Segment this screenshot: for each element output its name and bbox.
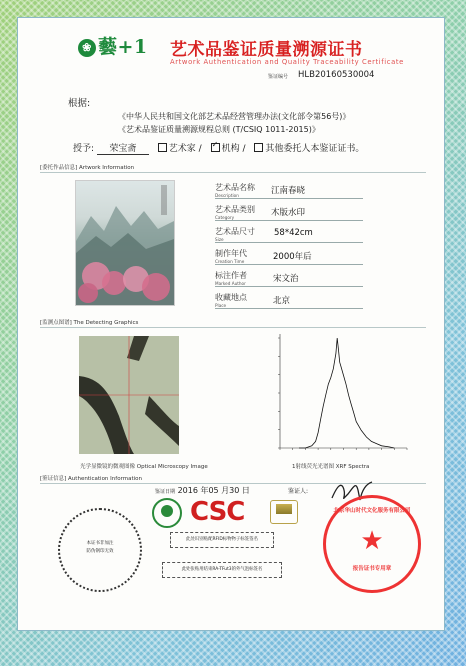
rfid-label-box: 此处识别贴配RFID标物物子标签签名 bbox=[170, 532, 274, 548]
section-divider bbox=[40, 327, 426, 328]
microscopy-caption bbox=[80, 462, 208, 470]
seal-note-line-1: 本证书非加注 bbox=[86, 541, 114, 546]
artwork-section-title bbox=[40, 163, 134, 171]
artwork-section-title-cn: [委托作品信息] bbox=[40, 165, 78, 171]
xrf-spectrum-chart bbox=[265, 330, 410, 460]
cert-number: HLB20160530004 bbox=[298, 70, 375, 80]
field-underline bbox=[215, 242, 363, 243]
field-size bbox=[215, 226, 255, 242]
field-size-value: 58*42cm bbox=[274, 228, 313, 238]
section-divider bbox=[40, 172, 426, 173]
field-author-label: 标注作者 bbox=[215, 271, 247, 280]
crown-emblem-icon bbox=[270, 500, 298, 524]
spectrum-caption bbox=[292, 462, 369, 470]
basis-label: 根据: bbox=[68, 98, 91, 109]
field-creation-time-value: 2000年后 bbox=[273, 252, 312, 262]
auth-section-title bbox=[40, 474, 142, 482]
gov-emblem-icon bbox=[152, 498, 182, 528]
spectrum-caption-cn: 1射线荧光光谱图 bbox=[292, 464, 334, 470]
grantee-name: 荣宝斋 bbox=[97, 141, 149, 155]
brand-logo bbox=[78, 32, 148, 59]
checkbox-institution[interactable] bbox=[211, 143, 220, 152]
xrf-spectrum-svg bbox=[265, 330, 410, 460]
auth-section-title-cn: [鉴证信息] bbox=[40, 476, 67, 482]
detect-section-title bbox=[40, 318, 138, 326]
axis-ticks bbox=[278, 338, 407, 450]
field-description bbox=[215, 182, 255, 198]
artwork-section-title-en: Artwork Information bbox=[79, 165, 135, 171]
field-creation-time bbox=[215, 248, 247, 264]
brand-text: 藝+1 bbox=[98, 36, 148, 58]
field-underline bbox=[215, 264, 363, 265]
spectrum-series-line bbox=[299, 338, 394, 448]
seal-bottom-text: 报告证书专用章 bbox=[352, 566, 392, 572]
field-place-sub: Place bbox=[215, 303, 227, 308]
field-description-label: 艺术品名称 bbox=[215, 183, 255, 192]
detect-section-title-cn: [监测点图谱] bbox=[40, 320, 72, 326]
checkbox-other[interactable] bbox=[254, 143, 263, 152]
cert-number-label: 鉴证编号 bbox=[268, 74, 289, 80]
field-category bbox=[215, 204, 255, 220]
embossed-seal-area bbox=[58, 508, 142, 592]
auth-date-label: 鉴证日期 bbox=[155, 489, 176, 495]
field-place-label: 收藏地点 bbox=[215, 293, 247, 302]
field-category-value: 木版水印 bbox=[271, 208, 306, 218]
field-description-value: 江南春晓 bbox=[271, 186, 306, 196]
field-author-value: 宋文治 bbox=[273, 274, 299, 284]
seal-arc-text: 北京华山时代文化服务有限公司 bbox=[333, 508, 411, 514]
appraiser-label: 鉴证人: bbox=[288, 488, 309, 495]
field-creation-time-label: 制作年代 bbox=[215, 249, 247, 258]
field-description-sub: Description bbox=[215, 193, 239, 198]
spectrum-caption-en: XRF Spectra bbox=[335, 464, 370, 470]
field-author-sub: Marked Author bbox=[215, 281, 246, 286]
certificate-subtitle: Artwork Authentication and Quality Traceability Certificate bbox=[170, 58, 404, 66]
option-other-label: 其他委托人本鉴证证书。 bbox=[265, 144, 365, 154]
basis-law-2: 《艺术品鉴证质量溯源规程总则 (T/CSIQ 1011-2015)》 bbox=[118, 125, 320, 134]
detect-section-title-en: The Detecting Graphics bbox=[73, 320, 139, 326]
auth-date-value: 2016 年05 月30 日 bbox=[177, 486, 250, 495]
auth-section-title-en: Authentication Information bbox=[68, 476, 143, 482]
grant-line bbox=[73, 141, 364, 155]
field-underline bbox=[215, 286, 363, 287]
official-red-seal bbox=[323, 495, 421, 593]
bubble-label-box: 此处张贴用结束RA-TFut3的外气泡标签名 bbox=[162, 562, 282, 578]
grant-label: 授予: bbox=[73, 144, 95, 154]
certificate-title: 艺术品鉴证质量溯源证书 bbox=[170, 40, 363, 60]
microscopy-caption-cn: 光学显微镜的微观图像 bbox=[80, 464, 136, 470]
field-underline bbox=[215, 308, 363, 309]
field-category-sub: Category bbox=[215, 215, 235, 220]
option-artist-label: 艺术家 / bbox=[168, 144, 202, 154]
basis-law-1: 《中华人民共和国文化部艺术品经营管理办法(文化部令第56号)》 bbox=[118, 112, 351, 121]
auth-date bbox=[155, 485, 250, 496]
landscape-painting-icon bbox=[76, 181, 174, 305]
field-underline bbox=[215, 198, 363, 199]
microscopy-caption-en: Optical Microscopy Image bbox=[136, 464, 208, 470]
field-size-sub: Size bbox=[215, 237, 224, 242]
artwork-image bbox=[75, 180, 175, 306]
checkbox-artist[interactable] bbox=[158, 143, 167, 152]
microscopy-texture-icon bbox=[79, 336, 179, 454]
option-institution-label: 机构 / bbox=[221, 144, 246, 154]
field-category-label: 艺术品类别 bbox=[215, 205, 255, 214]
field-size-label: 艺术品尺寸 bbox=[215, 227, 255, 236]
microscopy-image bbox=[79, 336, 179, 454]
field-underline bbox=[215, 220, 363, 221]
field-place bbox=[215, 292, 247, 308]
star-icon: ★ bbox=[360, 526, 384, 556]
field-creation-time-sub: Creation Time bbox=[215, 259, 245, 264]
field-place-value: 北京 bbox=[273, 296, 291, 306]
csc-logo: CSC bbox=[190, 497, 245, 527]
appraiser bbox=[288, 486, 308, 495]
field-author bbox=[215, 270, 247, 286]
leaf-icon: ❀ bbox=[78, 39, 96, 57]
seal-note-line-2: 防伪钢印无效 bbox=[86, 549, 114, 554]
